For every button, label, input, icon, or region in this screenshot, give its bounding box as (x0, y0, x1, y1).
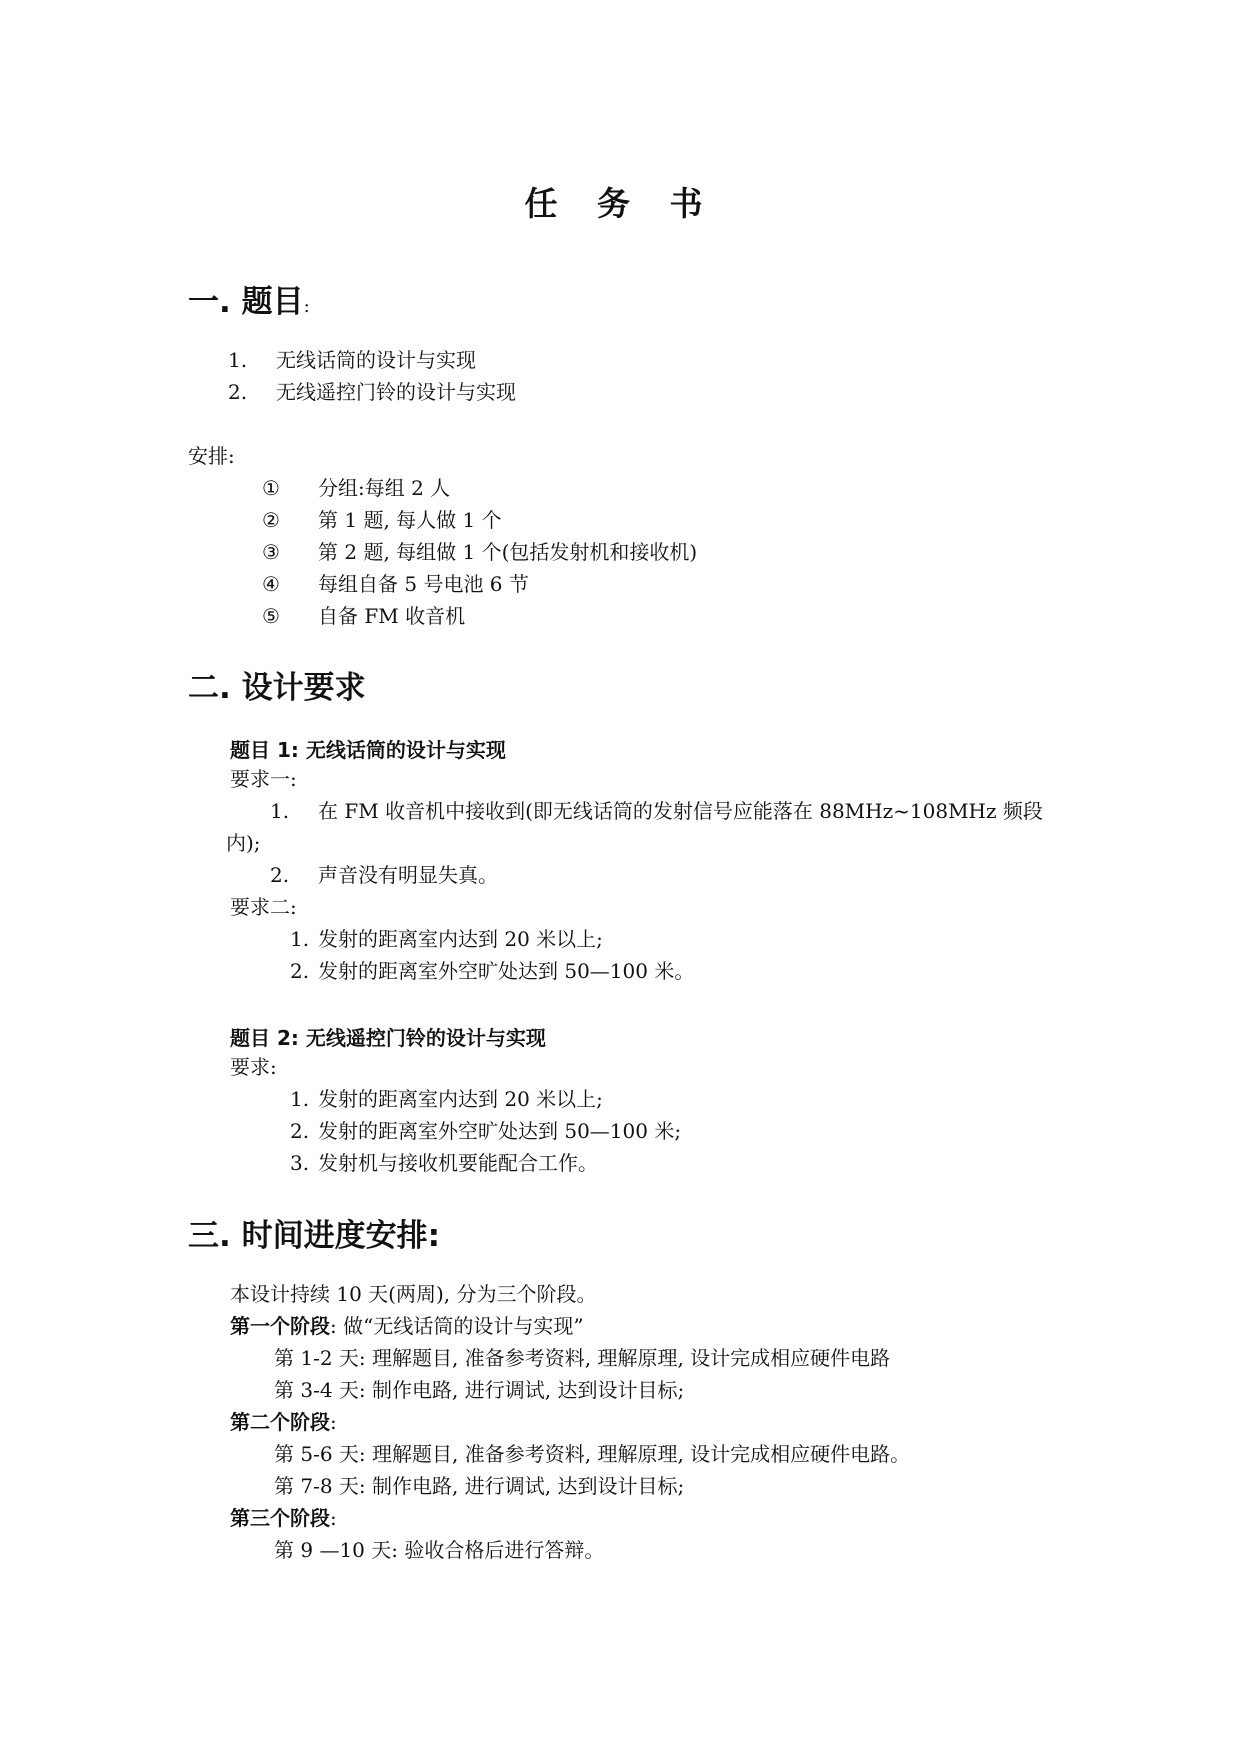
arrangement-text: 第 2 题, 每组做 1 个(包括发射机和接收机) (318, 540, 698, 564)
schedule-item: 第 7-8 天: 制作电路, 进行调试, 达到设计目标; (274, 1474, 685, 1498)
arrangement-number: ① (262, 476, 280, 500)
arrangement-text: 第 1 题, 每人做 1 个 (318, 508, 502, 532)
phase1-header (230, 1312, 584, 1340)
requirement-text: 发射的距离室内达到 20 米以上; (318, 927, 603, 951)
arrangement-number: ② (262, 508, 280, 532)
requirement-text: 发射的距离室外空旷处达到 50—100 米; (318, 1119, 682, 1143)
section1-heading-suffix: : (303, 296, 310, 317)
arrangement-number: ④ (262, 572, 280, 596)
topic1-req1-label: 要求一: (230, 767, 297, 791)
requirement-item (270, 861, 498, 889)
requirement-text: 在 FM 收音机中接收到(即无线话筒的发射信号应能落在 88MHz~108MHz 频段 (318, 799, 1043, 823)
requirement-number: 2. (290, 1119, 310, 1143)
requirement-number: 1. (290, 927, 310, 951)
requirement-number: 2. (290, 959, 310, 983)
phase-suffix: : (330, 1506, 337, 1530)
schedule-item: 第 9 —10 天: 验收合格后进行答辩。 (274, 1538, 605, 1562)
arrangement-text: 分组:每组 2 人 (318, 476, 451, 500)
section3-heading: 三. 时间进度安排: (188, 1218, 440, 1254)
requirement-item (290, 925, 603, 953)
arrangement-text: 每组自备 5 号电池 6 节 (318, 572, 529, 596)
phase-suffix: : 做“无线话筒的设计与实现” (330, 1314, 584, 1338)
section1-heading (188, 276, 310, 321)
topic1-title: 题目 1: 无线话筒的设计与实现 (230, 738, 506, 762)
requirement-item (290, 1117, 681, 1145)
schedule-item: 第 3-4 天: 制作电路, 进行调试, 达到设计目标; (274, 1378, 685, 1402)
phase-suffix: : (330, 1410, 337, 1434)
requirement-text: 发射机与接收机要能配合工作。 (318, 1151, 598, 1175)
topic-number: 1. (228, 348, 248, 372)
requirement-continuation: 内); (226, 831, 261, 855)
schedule-intro: 本设计持续 10 天(两周), 分为三个阶段。 (230, 1282, 597, 1306)
arrangement-label: 安排: (188, 444, 235, 468)
section1-heading-text: 一. 题目 (188, 284, 304, 320)
topic-list-item (228, 378, 516, 406)
phase2-header (230, 1408, 337, 1436)
topic-list-item (228, 346, 476, 374)
topic2-title: 题目 2: 无线遥控门铃的设计与实现 (230, 1026, 546, 1050)
arrangement-number: ③ (262, 540, 280, 564)
arrangement-number: ⑤ (262, 604, 280, 628)
topic-text: 无线遥控门铃的设计与实现 (276, 380, 516, 404)
requirement-item (290, 1149, 598, 1177)
document-title: 任 务 书 (524, 184, 717, 223)
requirement-item (290, 957, 694, 985)
requirement-number: 1. (270, 799, 290, 823)
arrangement-text: 自备 FM 收音机 (318, 604, 466, 628)
topic-number: 2. (228, 380, 248, 404)
requirement-text: 声音没有明显失真。 (318, 863, 498, 887)
requirement-item (270, 797, 1043, 825)
arrangement-item (262, 506, 502, 534)
requirement-text: 发射的距离室外空旷处达到 50—100 米。 (318, 959, 695, 983)
requirement-text: 发射的距离室内达到 20 米以上; (318, 1087, 603, 1111)
phase-label: 第三个阶段 (230, 1506, 330, 1530)
arrangement-item (262, 474, 450, 502)
phase-label: 第一个阶段 (230, 1314, 330, 1338)
arrangement-item (262, 602, 465, 630)
requirement-number: 2. (270, 863, 290, 887)
schedule-item: 第 1-2 天: 理解题目, 准备参考资料, 理解原理, 设计完成相应硬件电路 (274, 1346, 891, 1370)
requirement-item (290, 1085, 603, 1113)
section2-heading: 二. 设计要求 (188, 670, 366, 706)
topic2-req-label: 要求: (230, 1055, 277, 1079)
schedule-item: 第 5-6 天: 理解题目, 准备参考资料, 理解原理, 设计完成相应硬件电路。 (274, 1442, 911, 1466)
topic-text: 无线话筒的设计与实现 (276, 348, 476, 372)
phase-label: 第二个阶段 (230, 1410, 330, 1434)
requirement-number: 3. (290, 1151, 310, 1175)
phase3-header (230, 1504, 337, 1532)
arrangement-item (262, 570, 529, 598)
topic1-req2-label: 要求二: (230, 895, 297, 919)
arrangement-item (262, 538, 697, 566)
requirement-number: 1. (290, 1087, 310, 1111)
